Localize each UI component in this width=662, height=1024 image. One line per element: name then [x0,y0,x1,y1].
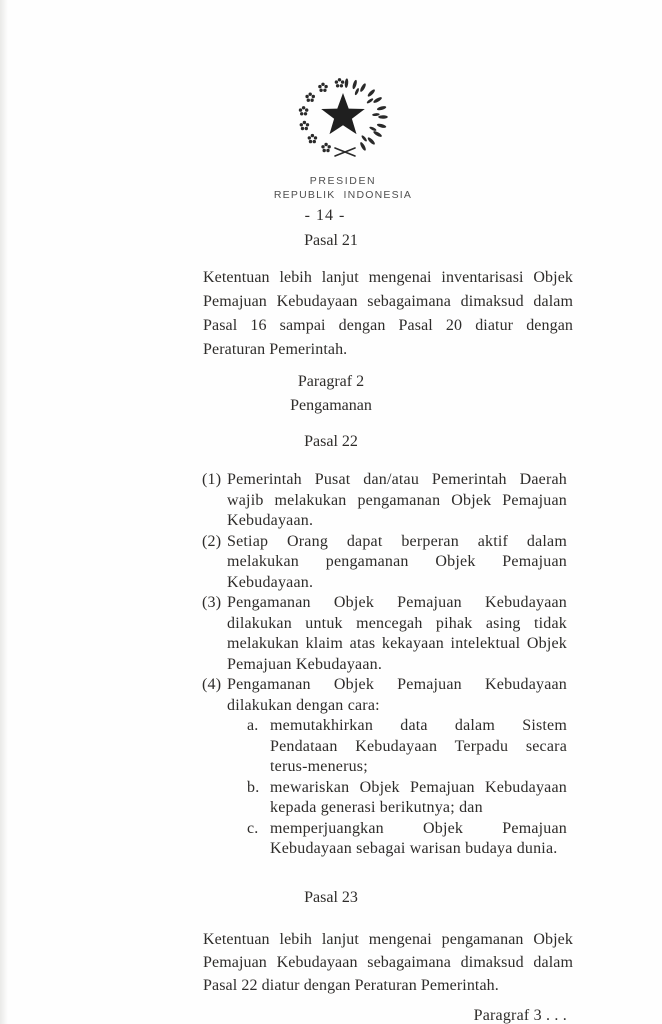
list-item-1 [202,470,567,532]
presidential-emblem [297,78,389,158]
wreath-stems-icon [335,148,355,156]
star-icon [321,93,365,134]
sub-item-text: memperjuangkan Objek Pemajuan Kebudayaan sebagai warisan budaya dunia. [270,819,567,857]
item-text: Pemerintah Pusat dan/atau Pemerintah Daerah wajib melakukan pengamanan Objek Pemajuan Kebudayaan. [227,471,567,529]
list-item-3 [202,593,567,675]
sub-item-text: mewariskan Objek Pemajuan Kebudayaan kepada generasi berikutnya; dan [270,778,567,816]
item-number: (3) [202,594,222,611]
item-number: (1) [202,471,222,488]
sublist-item-b [247,778,567,819]
paragraph-pasal-23: Ketentuan lebih lanjut mengenai pengamanan Objek Pemajuan Kebudayaan sebagaimana dimaksud dalam Pasal 22 diatur dengan Peraturan Pemerintah. [203,930,573,994]
list-pasal-22 [202,470,567,860]
item-number: (4) [202,676,222,693]
sub-item-marker: b. [247,778,260,796]
list-item-2 [202,532,567,594]
sublist-item-a [247,716,567,778]
scan-edge-shadow [0,0,8,1024]
item-text: Pengamanan Objek Pemajuan Kebudayaan dilakukan untuk mencegah pihak asing tidak melakukan klaim atas kekayaan intelektual Objek Pemajuan Kebudayaan. [227,594,567,673]
paragraph-pasal-21: Ketentuan lebih lanjut mengenai inventarisasi Objek Pemajuan Kebudayaan sebagaimana dimaksud dalam Pasal 16 sampai dengan Pasal 20 diatur dengan Peraturan Pemerintah. [203,269,573,358]
org-name-line2: REPUBLIK INDONESIA [273,189,413,201]
page-number: - 14 - [304,207,346,224]
heading-pasal-22: Pasal 22 [304,433,358,450]
sub-item-marker: c. [247,819,259,837]
item-text: Setiap Orang dapat berperan aktif dalam melakukan pengamanan Objek Pemajuan Kebudayaan. [227,532,567,591]
org-name-line1: PRESIDEN [309,175,377,187]
sub-item-text: memutakhirkan data dalam Sistem Pendataan Kebudayaan Terpadu secara terus-menerus; [270,717,567,775]
footer-catchword: Paragraf 3 . . . [473,1006,567,1024]
sublist-item-c [247,819,567,860]
item-text: Pengamanan Objek Pemajuan Kebudayaan dilakukan dengan cara: [227,676,567,714]
heading-paragraf-2: Paragraf 2 [297,373,365,390]
heading-pasal-21: Pasal 21 [304,232,358,249]
heading-pasal-23: Pasal 23 [304,888,358,906]
list-item-4 [202,675,567,716]
subheading-pengamanan: Pengamanan [290,397,372,414]
item-number: (2) [202,532,222,550]
sub-item-marker: a. [247,717,259,734]
